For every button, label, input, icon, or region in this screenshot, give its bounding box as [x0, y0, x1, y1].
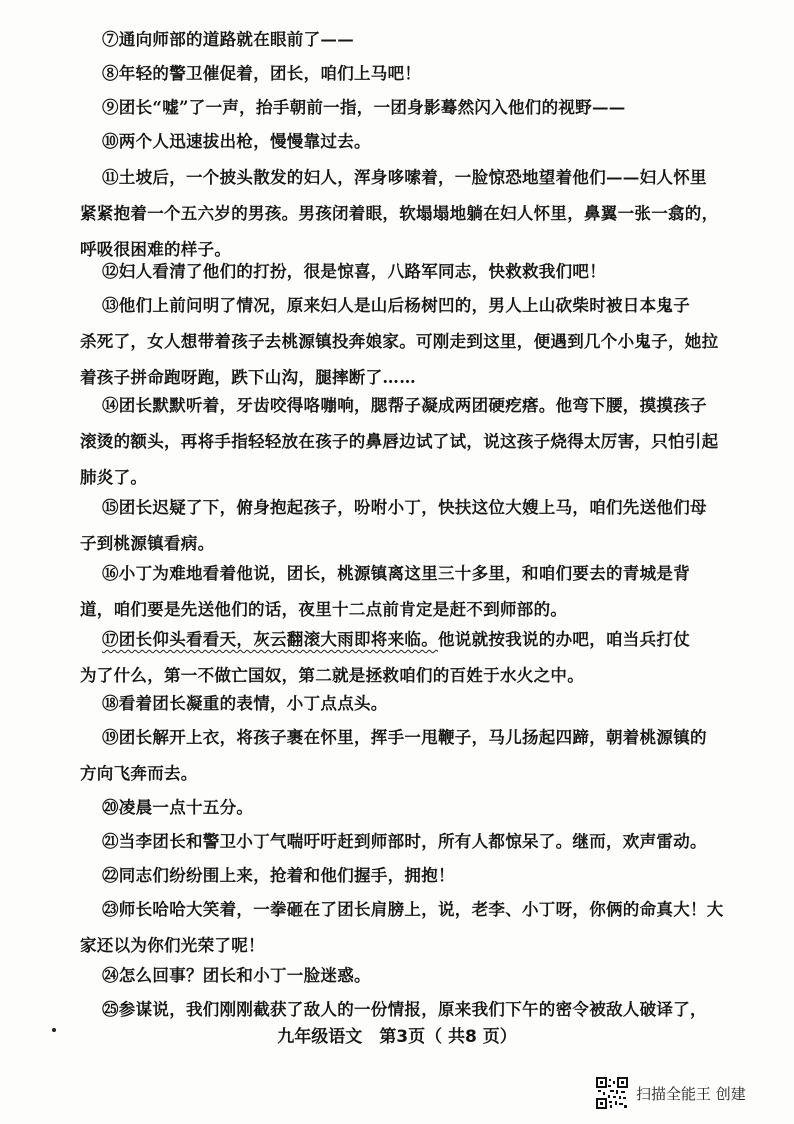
paragraph-line: ⑩两个人迅速拔出枪，慢慢靠过去。	[102, 132, 371, 151]
paragraph-line: 紧紧抱着一个五六岁的男孩。男孩闭着眼，软塌塌地躺在妇人怀里，鼻翼一张一翕的，	[80, 204, 719, 223]
paragraph	[80, 124, 740, 160]
paragraph-line: 杀死了，女人想带着孩子去桃源镇投奔娘家。可刚走到这里，便遇到几个小鬼子，她拉	[80, 332, 719, 351]
paragraph	[80, 686, 740, 722]
paragraph-line: 呼吸很困难的样子。	[80, 240, 232, 259]
paragraph	[80, 622, 740, 694]
scanner-watermark	[596, 1076, 746, 1110]
paragraph-line	[80, 622, 740, 658]
paragraph	[80, 56, 740, 92]
paragraph	[80, 858, 740, 894]
paragraph-line: ⑫妇人看清了他们的打扮，很是惊喜，八路军同志，快救救我们吧！	[102, 262, 606, 281]
paragraph-line: ⑬他们上前问明了情况，原来妇人是山后杨树凹的，男人上山砍柴时被日本鬼子	[102, 296, 690, 315]
paragraph-line: ⑨团长“嘘”了一声，抬手朝前一指，一团身影蓦然闪入他们的视野——	[102, 98, 626, 117]
paragraph-line: ⑳凌晨一点十五分。	[102, 798, 254, 817]
paragraph-line: ⑲团长解开上衣，将孩子裹在怀里，挥手一甩鞭子，马儿扬起四蹄，朝着桃源镇的	[102, 728, 707, 747]
paragraph-line: 家还以为你们光荣了呢！	[80, 936, 265, 955]
paragraph	[80, 720, 740, 792]
paragraph	[80, 388, 740, 496]
paragraph-line: ⑱看着团长凝重的表情，小丁点点头。	[102, 694, 388, 713]
paragraph-line: 子到桃源镇看病。	[80, 534, 215, 553]
paragraph-line: 着孩子拼命跑呀跑，跌下山沟，腿摔断了……	[80, 368, 416, 387]
paragraph	[80, 22, 740, 58]
wavy-underlined-text: ⑰团长仰头看看天，灰云翻滚大雨即将来临。	[102, 630, 438, 649]
line-remainder: 他说就按我说的办吧，咱当兵打仗	[438, 630, 690, 649]
page-footer: 九年级语文 第3页（ 共8 页）	[277, 1027, 517, 1047]
paragraph-line: 为了什么，第一不做亡国奴，第二就是拯救咱们的百姓于水火之中。	[80, 666, 584, 685]
paragraph-line: ⑧年轻的警卫催促着，团长，咱们上马吧！	[102, 64, 422, 83]
paragraph-line: ㉑当李团长和警卫小丁气喘吁吁赶到师部时，所有人都惊呆了。继而，欢声雷动。	[102, 832, 707, 851]
paragraph	[80, 160, 740, 268]
paragraph-line: 道，咱们要是先送他们的话，夜里十二点前肯定是赶不到师部的。	[80, 600, 568, 619]
paragraph	[80, 824, 740, 860]
paragraph	[80, 790, 740, 826]
paragraph-line: ⑪土坡后，一个披头散发的妇人，浑身哆嗦着，一脸惊恐地望着他们——妇人怀里	[102, 168, 707, 187]
paragraph-line: ㉓师长哈哈大笑着，一拳砸在了团长肩膀上，说，老李、小丁呀，你俩的命真大！大	[102, 900, 724, 919]
paragraph-line: ㉔怎么回事？团长和小丁一脸迷惑。	[102, 966, 371, 985]
paragraph-line: ⑮团长迟疑了下，俯身抱起孩子，吩咐小丁，快扶这位大嫂上马，咱们先送他们母	[102, 498, 707, 517]
paragraph-line: ⑭团长默默听着，牙齿咬得咯嘣响，腮帮子凝成两团硬疙瘩。他弯下腰，摸摸孩子	[102, 396, 707, 415]
paragraph-line: ⑯小丁为难地看着他说，团长，桃源镇离这里三十多里，和咱们要去的青城是背	[102, 564, 690, 583]
paragraph	[80, 556, 740, 628]
paragraph	[80, 892, 740, 964]
paragraph	[80, 90, 740, 126]
paragraph	[80, 490, 740, 562]
paragraph	[80, 254, 740, 290]
watermark-text: 扫描全能王 创建	[636, 1084, 746, 1103]
paragraph	[80, 288, 740, 396]
paragraph	[80, 958, 740, 994]
paragraph-line: ⑦通向师部的道路就在眼前了——	[102, 30, 354, 49]
qr-code-icon	[596, 1077, 628, 1109]
paragraph-line: ㉕参谋说，我们刚刚截获了敌人的一份情报，原来我们下午的密令被敌人破译了，	[102, 1000, 707, 1019]
paragraph-line: ㉒同志们纷纷围上来，抢着和他们握手，拥抱！	[102, 866, 455, 885]
paragraph-line: 方向飞奔而去。	[80, 764, 198, 783]
paragraph-line: 滚烫的额头，再将手指轻轻放在孩子的鼻唇边试了试，说这孩子烧得太厉害，只怕引起	[80, 432, 719, 451]
paragraph-line: 肺炎了。	[80, 468, 148, 487]
